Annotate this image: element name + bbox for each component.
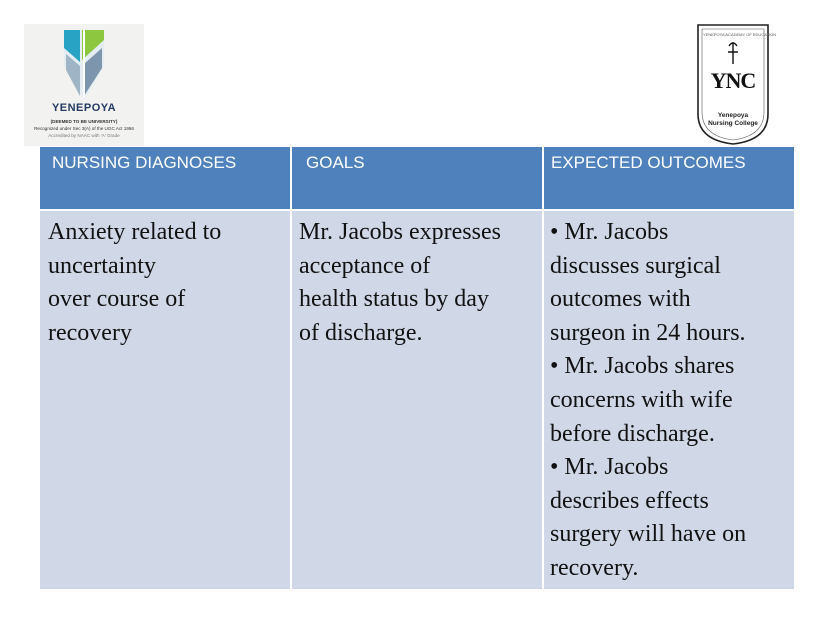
care-plan-table bbox=[40, 147, 794, 589]
diagnosis-line: recovery bbox=[48, 319, 132, 346]
outcome-line: discusses surgical bbox=[550, 252, 721, 279]
diagnosis-line: Anxiety related to bbox=[48, 219, 222, 245]
outcome-line: describes effects bbox=[550, 487, 709, 514]
outcome-line: • Mr. Jacobs shares bbox=[550, 353, 735, 380]
goals-cell bbox=[292, 211, 542, 589]
university-name: YENEPOYA bbox=[51, 102, 117, 114]
recognition-text: Recognized under Sec 3(A) of the UGC Act 1956 bbox=[34, 126, 134, 131]
header-nursing-diagnoses: NURSING DIAGNOSES bbox=[40, 147, 290, 209]
outcome-line: surgery will have on bbox=[550, 521, 747, 548]
accreditation-text: Accredited by NAAC with 'A' Grade bbox=[48, 133, 120, 138]
diagnosis-line: over course of bbox=[48, 286, 186, 313]
deemed-university-text: (DEEMED TO BE UNIVERSITY) bbox=[50, 119, 118, 124]
yenepoya-nursing-college-logo bbox=[695, 22, 777, 146]
header-expected-outcomes: EXPECTED OUTCOMES bbox=[544, 147, 794, 209]
outcome-line: before discharge. bbox=[550, 420, 715, 447]
outcomes-cell bbox=[544, 211, 794, 589]
college-name bbox=[701, 112, 765, 128]
yenepoya-university-logo bbox=[24, 24, 144, 146]
goal-line: health status by day bbox=[299, 286, 489, 313]
college-name-line-1: Yenepoya bbox=[717, 112, 749, 119]
ync-monogram: YNC bbox=[710, 68, 756, 93]
academy-text: YENEPOYA ACADEMY OF EDUCATION bbox=[703, 32, 777, 37]
diagnosis-cell bbox=[40, 211, 290, 589]
outcome-line: concerns with wife bbox=[550, 386, 733, 413]
outcome-line: recovery. bbox=[550, 554, 639, 581]
goal-line: of discharge. bbox=[299, 319, 423, 346]
college-name-line-2: Nursing College bbox=[708, 120, 758, 127]
goal-line: Mr. Jacobs expresses bbox=[299, 219, 501, 245]
goal-line: acceptance of bbox=[299, 252, 431, 279]
shield-emblem-icon bbox=[60, 26, 108, 102]
diagnosis-line: uncertainty bbox=[48, 252, 156, 279]
outcome-line: outcomes with bbox=[550, 286, 691, 313]
outcome-line: • Mr. Jacobs bbox=[550, 454, 669, 481]
header-goals: GOALS bbox=[292, 147, 542, 209]
outcome-line: • Mr. Jacobs bbox=[550, 219, 669, 245]
outcome-line: surgeon in 24 hours. bbox=[550, 319, 746, 346]
